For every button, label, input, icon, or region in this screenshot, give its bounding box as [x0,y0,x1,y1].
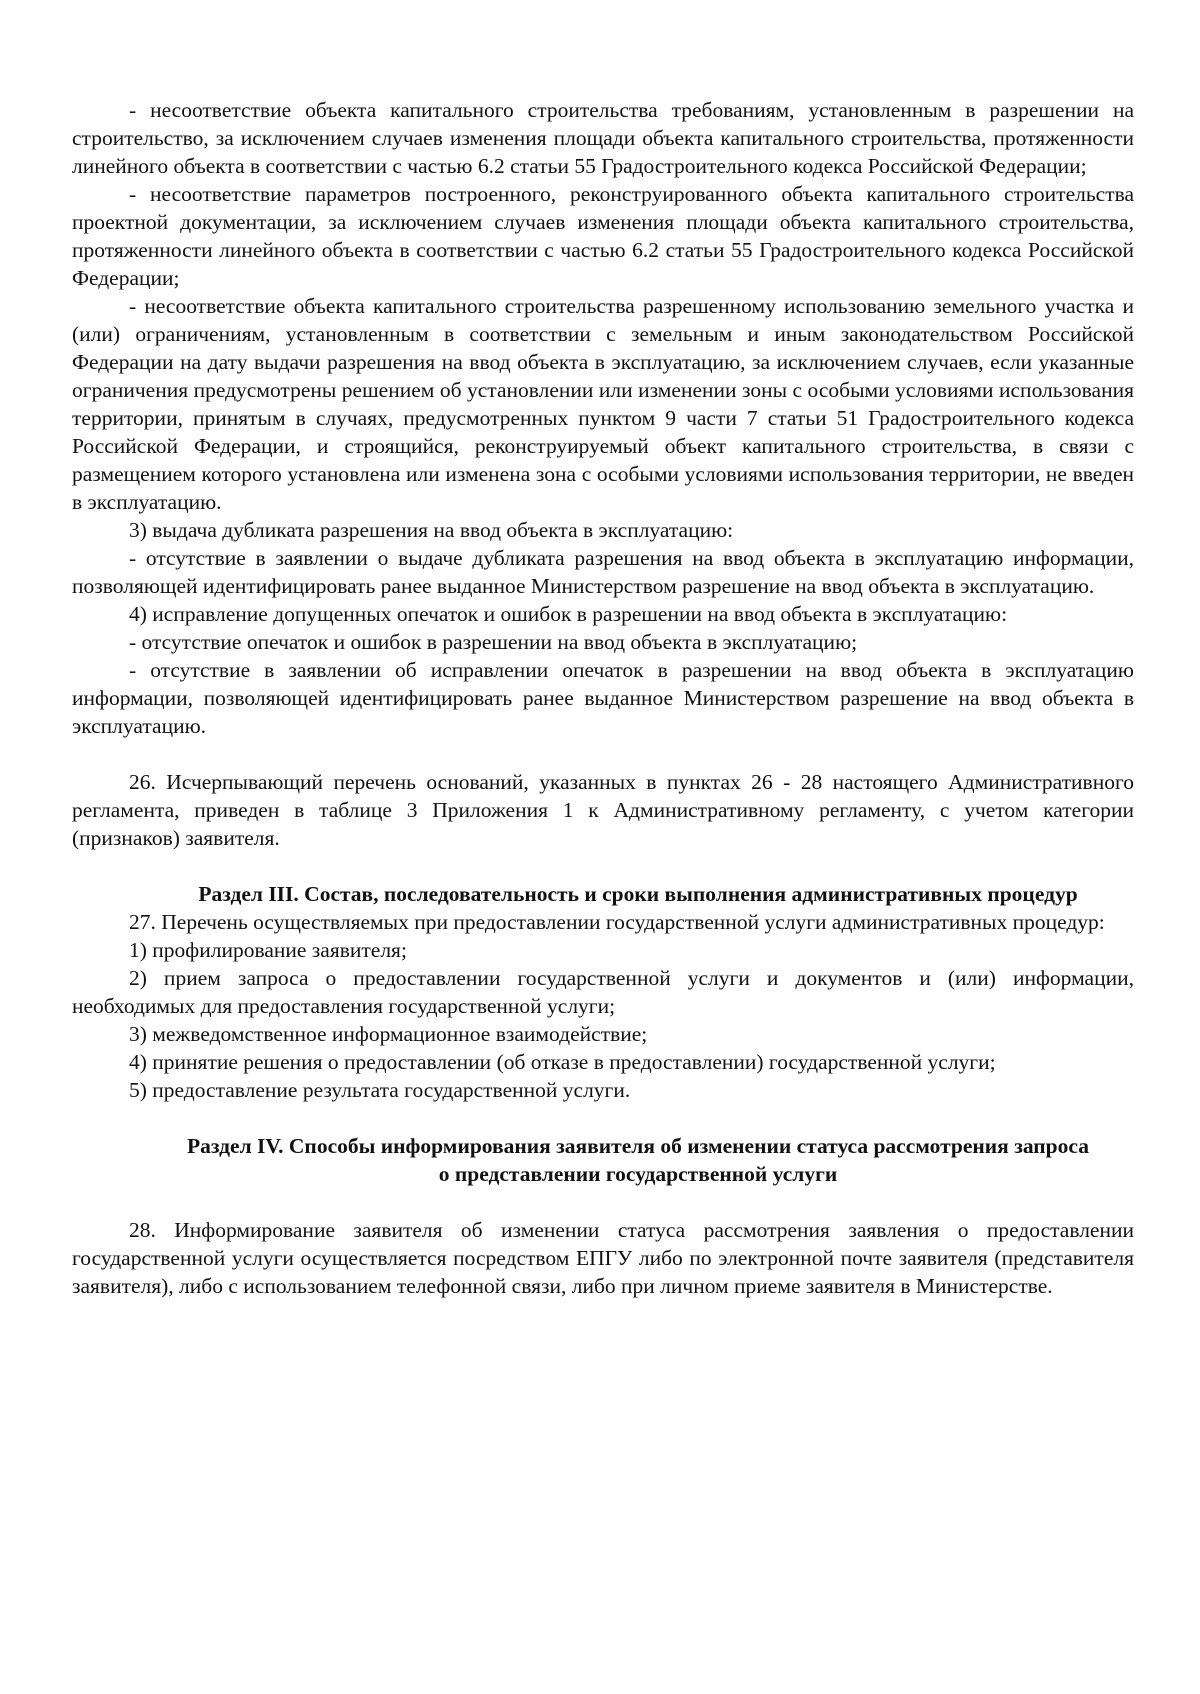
spacer [72,1188,1134,1216]
paragraph-28: 28. Информирование заявителя об изменении статуса рассмотрения заявления о предоставлении государственной услуги осуществляется посредством ЕПГУ либо по электронной почте заявителя (представителя заявителя), либо с использованием телефонной связи, либо при личном приеме заявителя в Министерстве. [72,1218,1134,1298]
paragraph-nonconformity-land-use: - несоответствие объекта капитального строительства разрешенному использованию земельного участка и (или) ограничениям, установленным в соответствии с земельным и иным законодательством Российской Федерации на дату выдачи разрешения на ввод объекта в эксплуатацию, за исключением случаев, если указанные ограничения предусмотрены решением об установлении или изменении зоны с особыми условиями использования территории, принятым в случаях, предусмотренных пунктом 9 части 7 статьи 51 Градостроительного кодекса Российской Федерации, и строящийся, реконструируемый объект капитального строительства, в связи с размещением которого установлена или изменена зона с особыми условиями использования территории, не введен в эксплуатацию. [72,294,1134,514]
paragraph-26: 26. Исчерпывающий перечень оснований, указанных в пунктах 26 - 28 настоящего Административного регламента, приведен в таблице 3 Приложения 1 к Административному регламенту, с учетом категории (признаков) заявителя. [72,770,1134,850]
list-item-profiling: 1) профилирование заявителя; [129,938,407,962]
spacer [72,1104,1134,1132]
document-page [72,96,1134,1300]
paragraph-typo-correction: 4) исправление допущенных опечаток и ошибок в разрешении на ввод объекта в эксплуатацию: [129,602,1008,626]
list-item-result: 5) предоставление результата государственной услуги. [129,1078,631,1102]
list-item-request-reception: 2) прием запроса о предоставлении государственной услуги и документов и (или) информации, необходимых для предоставления государственной услуги; [72,966,1134,1018]
paragraph-duplicate-missing-info: - отсутствие в заявлении о выдаче дубликата разрешения на ввод объекта в эксплуатацию информации, позволяющей идентифицировать ранее выданное Министерством разрешение на ввод объекта в эксплуатацию. [72,546,1134,598]
section-4-heading: Раздел IV. Способы информирования заявителя об изменении статуса рассмотрения запроса о представлении государственной услуги [187,1134,1089,1186]
paragraph-nonconformity-permit: - несоответствие объекта капитального строительства требованиям, установленным в разрешении на строительство, за исключением случаев изменения площади объекта капитального строительства, протяженности линейного объекта в соответствии с частью 6.2 статьи 55 Градостроительного кодекса Российской Федерации; [72,98,1134,178]
section-3-heading: Раздел III. Состав, последовательность и сроки выполнения административных процедур [198,882,1078,906]
paragraph-typo-missing-info: - отсутствие в заявлении об исправлении опечаток в разрешении на ввод объекта в эксплуатацию информации, позволяющей идентифицировать ранее выданное Министерством разрешение на ввод объекта в эксплуатацию. [72,658,1134,738]
paragraph-no-typos: - отсутствие опечаток и ошибок в разрешении на ввод объекта в эксплуатацию; [129,630,858,654]
spacer [72,852,1134,880]
list-item-decision: 4) принятие решения о предоставлении (об отказе в предоставлении) государственной услуги; [129,1050,996,1074]
paragraph-27: 27. Перечень осуществляемых при предоставлении государственной услуги административных процедур: [129,910,1105,934]
paragraph-nonconformity-design: - несоответствие параметров построенного, реконструированного объекта капитального строительства проектной документации, за исключением случаев изменения площади объекта капитального строительства, протяженности линейного объекта в соответствии с частью 6.2 статьи 55 Градостроительного кодекса Российской Федерации; [72,182,1134,290]
spacer [72,740,1134,768]
paragraph-duplicate-issue: 3) выдача дубликата разрешения на ввод объекта в эксплуатацию: [129,518,734,542]
list-item-interagency: 3) межведомственное информационное взаимодействие; [129,1022,648,1046]
